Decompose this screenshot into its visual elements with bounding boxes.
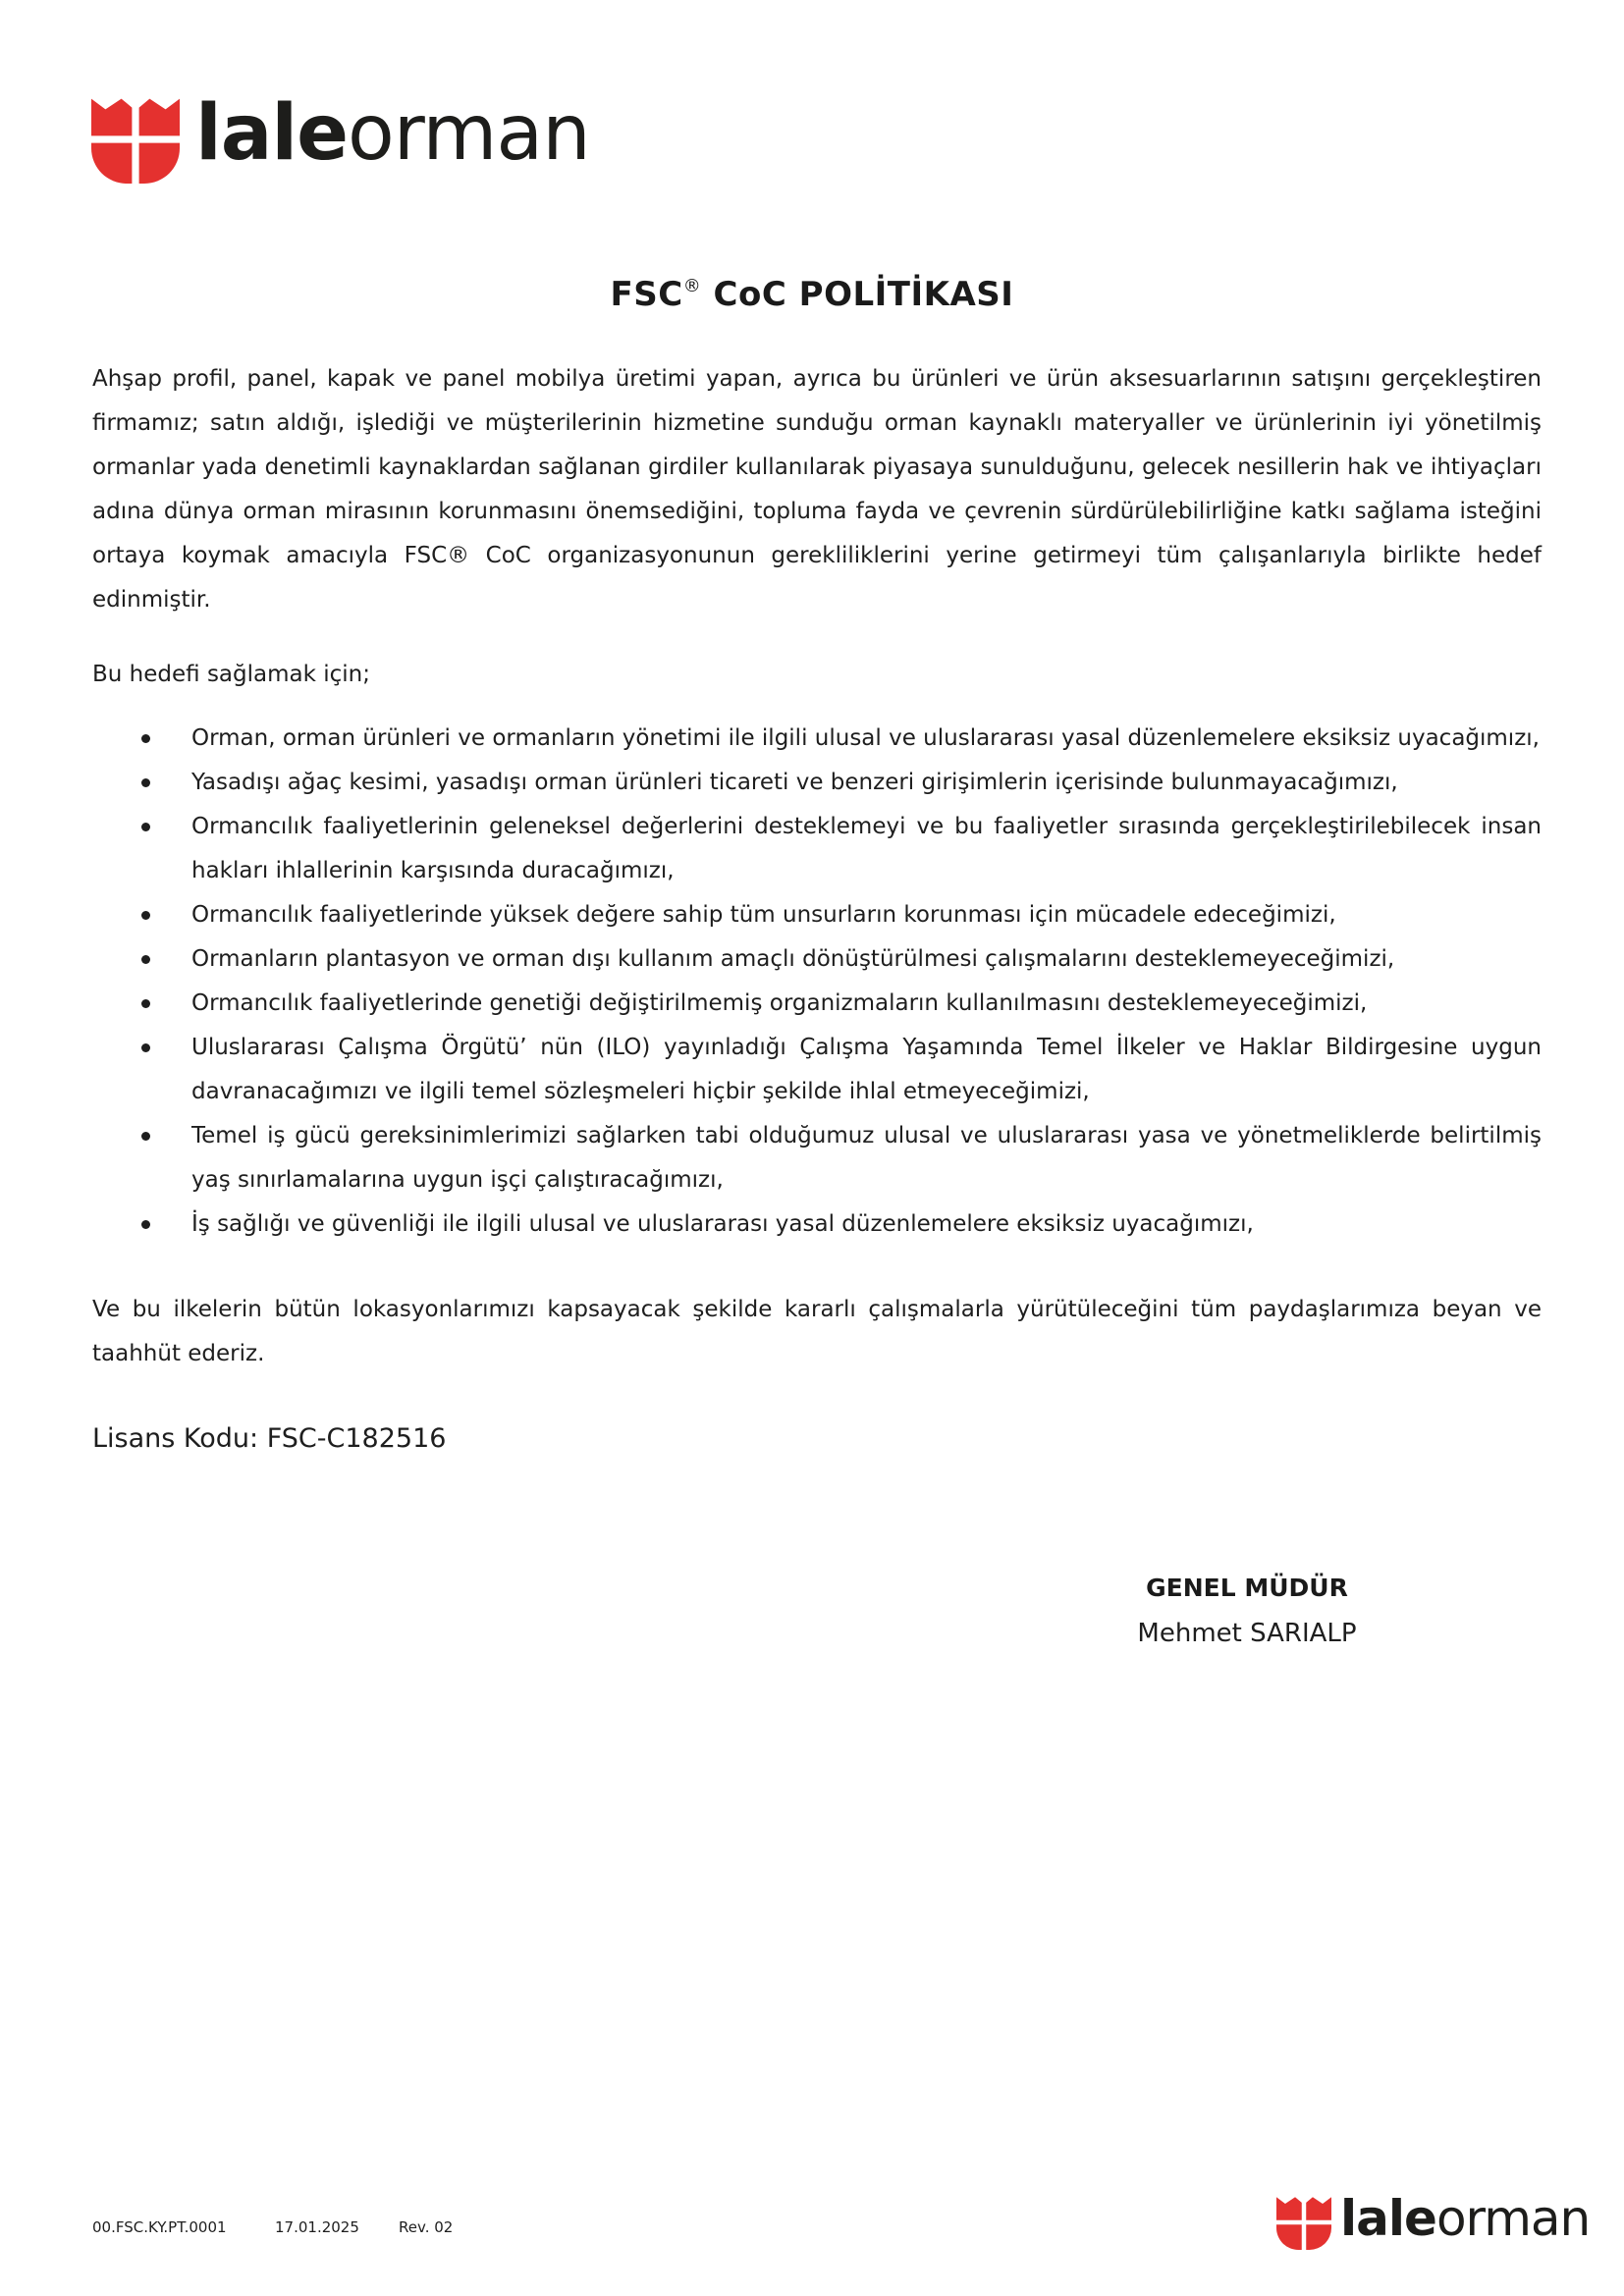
list-item [92, 1114, 1542, 1202]
list-item [92, 893, 1542, 937]
footer-document-info [92, 2218, 453, 2236]
brand-wordmark-bold: lale [1340, 2190, 1436, 2247]
page-title [0, 275, 1624, 314]
list-item-text: Yasadışı ağaç kesimi, yasadışı orman ürünleri ticareti ve benzeri girişimlerin içerisinde bulunmayacağımızı, [191, 770, 1398, 795]
bullet-icon [141, 1220, 150, 1229]
brand-wordmark [195, 89, 590, 178]
signature-block [1110, 1566, 1384, 1656]
list-item-text: Temel iş gücü gereksinimlerimizi sağlarken tabi olduğumuz ulusal ve uluslararası yasa ve yönetmeliklerde belirtilmiş yaş sınırlamalarına uygun işçi çalıştıracağımızı, [191, 1123, 1542, 1193]
signatory-title: GENEL MÜDÜR [1146, 1574, 1348, 1602]
footer-date: 17.01.2025 [275, 2218, 359, 2236]
list-item [92, 1202, 1542, 1247]
list-item [92, 805, 1542, 893]
list-item-text: Ormancılık faaliyetlerinde genetiği değiştirilmemiş organizmaların kullanılmasını desteklemeyeceğimizi, [191, 990, 1368, 1016]
intro-paragraph: Ahşap profil, panel, kapak ve panel mobilya üretimi yapan, ayrıca bu ürünleri ve ürün aksesuarlarının satışını gerçekleştiren firmamız; satın aldığı, işlediği ve müşterilerinin hizmetine sunduğu orman kaynaklı materyaller ve ürünlerinin iyi yönetilmiş ormanlar yada denetimli kaynaklardan sağlanan girdiler kullanılarak piyasaya sunulduğunu, gelecek nesillerin hak ve ihtiyaçları adına dünya orman mirasının korunmasını önemsediğini, topluma fayda ve çevrenin sürdürülebilirliğine katkı sağlama isteğini ortaya koymak amacıyla FSC® CoC organizasyonunun gerekliliklerini yerine getirmeyi tüm çalışanlarıyla birlikte hedef edinmiştir. [92, 366, 1542, 613]
bullet-icon [141, 999, 150, 1008]
title-main: FSC [610, 275, 683, 314]
signatory-name: Mehmet SARIALP [1137, 1619, 1357, 1648]
bullet-icon [141, 734, 150, 743]
list-item-text: Uluslararası Çalışma Örgütü’ nün (ILO) yayınladığı Çalışma Yaşamında Temel İlkeler ve Haklar Bildirgesine uygun davranacağımızı ve ilgili temel sözleşmeleri hiçbir şekilde ihlal etmeyeceğimizi, [191, 1035, 1542, 1104]
list-item-text: Orman, orman ürünleri ve ormanların yönetimi ile ilgili ulusal ve uluslararası yasal düzenlemelere eksiksiz uyacağımızı, [191, 725, 1540, 751]
list-item [92, 761, 1542, 805]
bullet-icon [141, 1132, 150, 1141]
document-body [92, 357, 1542, 1461]
tulip-mark-icon [91, 95, 180, 184]
commitments-list [92, 717, 1542, 1247]
list-item [92, 717, 1542, 761]
registered-mark: ® [682, 275, 702, 296]
header-logo [91, 89, 590, 184]
list-item-text: Ormanların plantasyon ve orman dışı kullanım amaçlı dönüştürülmesi çalışmalarını desteklemeyeceğimizi, [191, 946, 1395, 972]
brand-wordmark-bold: lale [195, 89, 349, 178]
list-item-text: Ormancılık faaliyetlerinde yüksek değere sahip tüm unsurların korunması için mücadele edeceğimizi, [191, 902, 1336, 928]
closing-paragraph: Ve bu ilkelerin bütün lokasyonlarımızı kapsayacak şekilde kararlı çalışmalarla yürütüleceğini tüm paydaşlarımıza beyan ve taahhüt ederiz. [92, 1297, 1542, 1366]
brand-wordmark-light: orman [348, 89, 590, 178]
brand-wordmark [1340, 2190, 1591, 2247]
footer-revision: Rev. 02 [399, 2218, 454, 2236]
bullet-icon [141, 911, 150, 920]
list-item-text: İş sağlığı ve güvenliği ile ilgili ulusal ve uluslararası yasal düzenlemelere eksiksiz uyacağımızı, [191, 1211, 1254, 1237]
tulip-mark-icon [1276, 2195, 1331, 2250]
list-item-text: Ormancılık faaliyetlerinin geleneksel değerlerini desteklemeyi ve bu faaliyetler sırasında gerçekleştirilebilecek insan hakları ihlallerinin karşısında duracağımızı, [191, 814, 1542, 883]
title-rest: CoC POLİTİKASI [701, 275, 1014, 314]
bullet-icon [141, 823, 150, 831]
bullet-icon [141, 955, 150, 964]
brand-wordmark-light: orman [1435, 2190, 1591, 2247]
bullet-icon [141, 1043, 150, 1052]
footer-doc-code: 00.FSC.KY.PT.0001 [92, 2218, 227, 2236]
list-item [92, 982, 1542, 1026]
bullet-icon [141, 778, 150, 787]
license-code: Lisans Kodu: FSC-C182516 [92, 1423, 447, 1454]
lead-paragraph: Bu hedefi sağlamak için; [92, 662, 370, 687]
footer-logo [1276, 2190, 1591, 2250]
list-item [92, 937, 1542, 982]
list-item [92, 1026, 1542, 1114]
